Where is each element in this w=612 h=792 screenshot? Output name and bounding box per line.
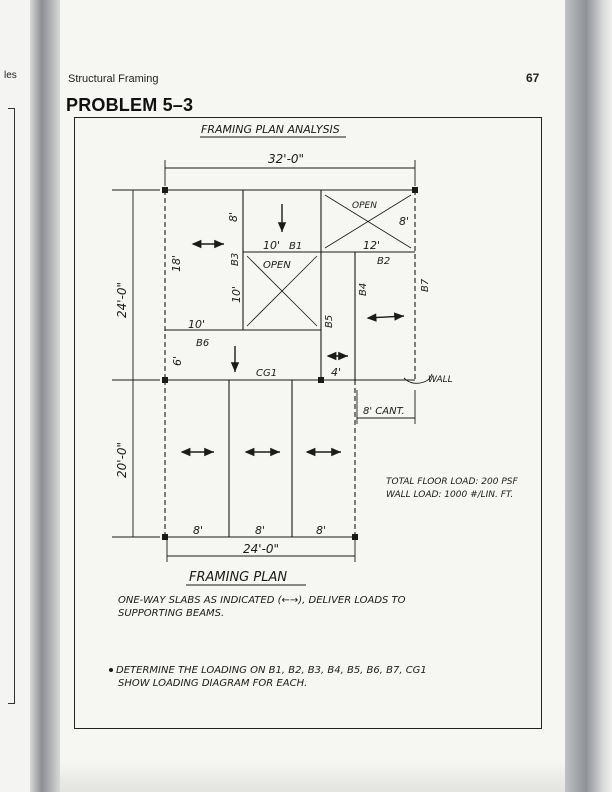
beam-label-b7: B7 — [420, 278, 431, 292]
opening-right-label: OPEN — [352, 201, 377, 211]
previous-page-fragment: les — [4, 70, 17, 81]
problem-title: PROBLEM 5–3 — [66, 95, 194, 115]
task-line2: SHOW LOADING DIAGRAM FOR EACH. — [118, 678, 308, 689]
framing-plan-caption: FRAMING PLAN — [189, 570, 288, 585]
dim-left-lower: 20'-0" — [115, 441, 129, 478]
beam-label-b1: B1 — [289, 241, 303, 252]
left-dimensions — [112, 190, 160, 537]
opening-left-label: OPEN — [263, 260, 291, 271]
dim-10-mid: 10' — [230, 285, 243, 303]
beam-label-b6: B6 — [196, 338, 210, 349]
dim-bay-2: 8' — [255, 524, 266, 537]
dim-bottom-overall: 24'-0" — [243, 542, 280, 556]
wall-label: WALL — [428, 375, 453, 385]
dim-left-upper: 24'-0" — [115, 281, 129, 318]
dim-8-open: 8' — [399, 215, 410, 228]
figure-heading: FRAMING PLAN ANALYSIS — [201, 123, 340, 136]
running-head: Structural Framing — [68, 73, 159, 85]
beam-label-b3: B3 — [230, 252, 241, 266]
beam-label-cg1: CG1 — [256, 368, 278, 379]
lower-framing — [165, 380, 355, 537]
dim-8-upper: 8' — [227, 211, 240, 222]
slab-arrow-4 — [368, 316, 404, 318]
dim-18: 18' — [170, 254, 183, 272]
dim-4: 4' — [331, 366, 342, 379]
upper-framing — [165, 190, 415, 380]
beam-label-b2: B2 — [377, 256, 391, 267]
dim-6: 6' — [171, 355, 184, 366]
task-line1: DETERMINE THE LOADING ON B1, B2, B3, B4, B5, B6, B7, CG1 — [116, 665, 427, 676]
wall-load-note: WALL LOAD: 1000 #/LIN. FT. — [386, 490, 514, 500]
dim-bay-1: 8' — [193, 524, 204, 537]
slab-note-line2: SUPPORTING BEAMS. — [118, 608, 225, 619]
task-bullet — [109, 668, 113, 672]
dim-12: 12' — [363, 239, 381, 252]
floor-load-note: TOTAL FLOOR LOAD: 200 PSF — [386, 477, 518, 487]
dim-cantilever: 8' CANT. — [363, 406, 405, 417]
dim-10-left: 10' — [188, 318, 206, 331]
dim-10-upper: 10' — [263, 239, 281, 252]
slab-note-line1: ONE-WAY SLABS AS INDICATED (←→), DELIVER LOADS TO — [118, 595, 406, 606]
beam-label-b5: B5 — [324, 314, 335, 328]
page-number: 67 — [526, 71, 540, 85]
beam-label-b4: B4 — [358, 282, 369, 296]
dim-top-overall: 32'-0" — [268, 152, 305, 166]
dim-bay-3: 8' — [316, 524, 327, 537]
